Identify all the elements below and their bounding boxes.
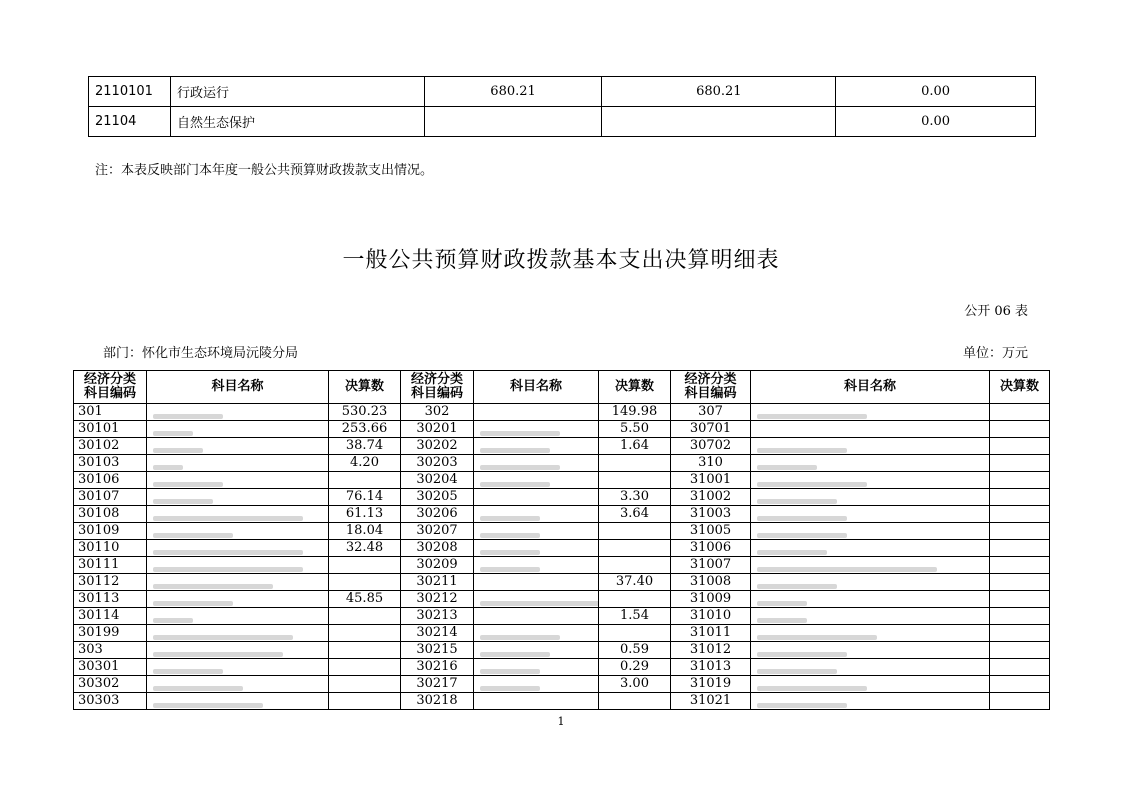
top-table-row xyxy=(89,77,1036,107)
amount-cell-3 xyxy=(990,421,1050,438)
name-cell-1 xyxy=(147,455,329,472)
name-cell-2 xyxy=(474,421,599,438)
table-row xyxy=(74,676,1050,693)
table-row xyxy=(74,557,1050,574)
faded-name-text xyxy=(153,465,183,470)
amount-cell-3 xyxy=(990,693,1050,710)
code-cell-3: 31013 xyxy=(671,659,751,676)
name-cell-2 xyxy=(474,557,599,574)
name-cell-2 xyxy=(474,489,599,506)
faded-name-text xyxy=(480,567,540,572)
faded-name-text xyxy=(153,635,293,640)
name-cell-2 xyxy=(474,693,599,710)
faded-name-text xyxy=(153,533,233,538)
name-cell-2 xyxy=(474,540,599,557)
name-cell-3 xyxy=(751,506,990,523)
table-note: 注：本表反映部门本年度一般公共预算财政拨款支出情况。 xyxy=(95,163,434,178)
code-cell-3: 307 xyxy=(671,404,751,421)
name-cell-3 xyxy=(751,523,990,540)
name-cell-3 xyxy=(751,472,990,489)
form-number: 公开 06 表 xyxy=(964,304,1028,319)
name-cell-2 xyxy=(474,591,599,608)
code-cell-3: 31021 xyxy=(671,693,751,710)
faded-name-text xyxy=(153,499,213,504)
faded-name-text xyxy=(153,601,233,606)
amount-cell-2: 149.98 xyxy=(599,404,671,421)
code-cell-1: 30109 xyxy=(74,523,147,540)
name-cell-1 xyxy=(147,659,329,676)
name-cell-3 xyxy=(751,625,990,642)
name-cell-2 xyxy=(474,608,599,625)
amount-cell-2 xyxy=(599,472,671,489)
name-cell-3 xyxy=(751,574,990,591)
table-row xyxy=(74,506,1050,523)
amount-cell-1 xyxy=(329,693,401,710)
name-cell-1 xyxy=(147,574,329,591)
code-cell-2: 30211 xyxy=(401,574,474,591)
amount-cell-2: 3.30 xyxy=(599,489,671,506)
header-amount-3: 决算数 xyxy=(990,371,1050,404)
top-fragment-table xyxy=(88,76,1036,137)
code-cell-3: 31010 xyxy=(671,608,751,625)
amount-cell-1 xyxy=(329,608,401,625)
faded-name-text xyxy=(153,703,263,708)
amount-cell-3 xyxy=(990,574,1050,591)
faded-name-text xyxy=(757,516,847,521)
header-name-1: 科目名称 xyxy=(147,371,329,404)
top-fragment-body xyxy=(89,77,1036,137)
amount-cell-1 xyxy=(329,659,401,676)
name-cell-3 xyxy=(751,540,990,557)
name-cell-1 xyxy=(147,693,329,710)
amount-cell-3 xyxy=(990,523,1050,540)
table-row xyxy=(74,421,1050,438)
table-row xyxy=(74,489,1050,506)
faded-name-text xyxy=(480,533,540,538)
faded-name-text xyxy=(153,618,193,623)
code-cell-1: 30106 xyxy=(74,472,147,489)
faded-name-text xyxy=(153,669,223,674)
faded-name-text xyxy=(480,652,550,657)
amount-cell-2 xyxy=(599,540,671,557)
header-code-3: 经济分类 科目编码 xyxy=(671,371,751,404)
header-amount-2: 决算数 xyxy=(599,371,671,404)
faded-name-text xyxy=(757,703,847,708)
faded-name-text xyxy=(757,686,867,691)
faded-name-text xyxy=(480,431,560,436)
code-cell-2: 30216 xyxy=(401,659,474,676)
code-cell-2: 30218 xyxy=(401,693,474,710)
faded-name-text xyxy=(153,567,303,572)
name-cell-3 xyxy=(751,489,990,506)
amount-cell-1: 530.23 xyxy=(329,404,401,421)
faded-name-text xyxy=(757,414,867,419)
table-row xyxy=(74,591,1050,608)
faded-name-text xyxy=(757,499,837,504)
name-cell-3 xyxy=(751,591,990,608)
code-cell-1: 30112 xyxy=(74,574,147,591)
name-cell-2 xyxy=(474,506,599,523)
code-cell-3: 31002 xyxy=(671,489,751,506)
name-cell-2 xyxy=(474,659,599,676)
amount-cell-1: 32.48 xyxy=(329,540,401,557)
code-cell-2: 30217 xyxy=(401,676,474,693)
code-cell-2: 30212 xyxy=(401,591,474,608)
code-cell-1: 30111 xyxy=(74,557,147,574)
name-cell-2 xyxy=(474,676,599,693)
table-row xyxy=(74,693,1050,710)
amount-cell-3 xyxy=(990,489,1050,506)
code-cell-1: 303 xyxy=(74,642,147,659)
detail-table-body xyxy=(74,404,1050,710)
code-cell-2: 30213 xyxy=(401,608,474,625)
row-name: 行政运行 xyxy=(170,77,424,107)
table-row xyxy=(74,404,1050,421)
row-value-b: 680.21 xyxy=(602,77,836,107)
amount-cell-2 xyxy=(599,557,671,574)
name-cell-2 xyxy=(474,404,599,421)
amount-cell-2: 37.40 xyxy=(599,574,671,591)
amount-cell-2: 1.54 xyxy=(599,608,671,625)
faded-name-text xyxy=(480,482,550,487)
faded-name-text xyxy=(757,669,837,674)
amount-cell-3 xyxy=(990,642,1050,659)
name-cell-3 xyxy=(751,693,990,710)
amount-cell-2: 3.64 xyxy=(599,506,671,523)
code-cell-2: 30207 xyxy=(401,523,474,540)
amount-cell-1: 18.04 xyxy=(329,523,401,540)
table-row xyxy=(74,608,1050,625)
code-cell-2: 30201 xyxy=(401,421,474,438)
name-cell-3 xyxy=(751,557,990,574)
code-cell-1: 30108 xyxy=(74,506,147,523)
name-cell-2 xyxy=(474,455,599,472)
faded-name-text xyxy=(757,601,807,606)
code-cell-3: 310 xyxy=(671,455,751,472)
name-cell-1 xyxy=(147,489,329,506)
faded-name-text xyxy=(480,601,599,606)
amount-cell-3 xyxy=(990,472,1050,489)
code-cell-3: 31006 xyxy=(671,540,751,557)
amount-cell-2: 1.64 xyxy=(599,438,671,455)
code-cell-2: 30208 xyxy=(401,540,474,557)
faded-name-text xyxy=(153,686,243,691)
name-cell-1 xyxy=(147,404,329,421)
name-cell-3 xyxy=(751,438,990,455)
table-row xyxy=(74,625,1050,642)
amount-cell-1 xyxy=(329,574,401,591)
name-cell-3 xyxy=(751,421,990,438)
code-cell-2: 30214 xyxy=(401,625,474,642)
code-cell-1: 30301 xyxy=(74,659,147,676)
faded-name-text xyxy=(153,516,303,521)
table-row xyxy=(74,523,1050,540)
name-cell-1 xyxy=(147,676,329,693)
amount-cell-3 xyxy=(990,540,1050,557)
amount-cell-2 xyxy=(599,591,671,608)
faded-name-text xyxy=(480,465,560,470)
name-cell-1 xyxy=(147,438,329,455)
name-cell-2 xyxy=(474,523,599,540)
faded-name-text xyxy=(153,550,303,555)
name-cell-3 xyxy=(751,642,990,659)
faded-name-text xyxy=(757,465,817,470)
table-row xyxy=(74,455,1050,472)
row-code: 21104 xyxy=(89,107,171,137)
faded-name-text xyxy=(757,635,877,640)
row-value-a: 680.21 xyxy=(424,77,602,107)
faded-name-text xyxy=(153,431,193,436)
name-cell-2 xyxy=(474,642,599,659)
name-cell-1 xyxy=(147,472,329,489)
page-title: 一般公共预算财政拨款基本支出决算明细表 xyxy=(342,248,780,273)
page-number: 1 xyxy=(557,715,565,728)
header-code-1: 经济分类 科目编码 xyxy=(74,371,147,404)
faded-name-text xyxy=(757,533,847,538)
amount-cell-2 xyxy=(599,523,671,540)
table-row xyxy=(74,642,1050,659)
name-cell-1 xyxy=(147,591,329,608)
name-cell-1 xyxy=(147,557,329,574)
faded-name-text xyxy=(153,414,223,419)
code-cell-3: 31001 xyxy=(671,472,751,489)
amount-cell-3 xyxy=(990,591,1050,608)
name-cell-2 xyxy=(474,438,599,455)
amount-cell-1 xyxy=(329,472,401,489)
header-name-3: 科目名称 xyxy=(751,371,990,404)
amount-cell-3 xyxy=(990,676,1050,693)
row-value-b xyxy=(602,107,836,137)
amount-cell-2: 0.59 xyxy=(599,642,671,659)
detail-table xyxy=(73,370,1050,710)
faded-name-text xyxy=(153,652,283,657)
table-row xyxy=(74,472,1050,489)
amount-cell-1: 76.14 xyxy=(329,489,401,506)
code-cell-1: 301 xyxy=(74,404,147,421)
amount-cell-3 xyxy=(990,608,1050,625)
amount-cell-1: 61.13 xyxy=(329,506,401,523)
name-cell-1 xyxy=(147,608,329,625)
amount-cell-3 xyxy=(990,659,1050,676)
unit-label: 单位：万元 xyxy=(962,346,1028,361)
code-cell-1: 30101 xyxy=(74,421,147,438)
name-cell-1 xyxy=(147,421,329,438)
code-cell-1: 30113 xyxy=(74,591,147,608)
code-cell-3: 31005 xyxy=(671,523,751,540)
code-cell-2: 302 xyxy=(401,404,474,421)
code-cell-1: 30199 xyxy=(74,625,147,642)
amount-cell-2: 5.50 xyxy=(599,421,671,438)
code-cell-3: 31007 xyxy=(671,557,751,574)
amount-cell-1: 253.66 xyxy=(329,421,401,438)
name-cell-3 xyxy=(751,659,990,676)
header-row xyxy=(74,371,1050,404)
faded-name-text xyxy=(757,448,847,453)
name-cell-3 xyxy=(751,455,990,472)
amount-cell-2 xyxy=(599,693,671,710)
amount-cell-1: 4.20 xyxy=(329,455,401,472)
amount-cell-1: 45.85 xyxy=(329,591,401,608)
faded-name-text xyxy=(480,448,550,453)
name-cell-1 xyxy=(147,540,329,557)
amount-cell-1 xyxy=(329,642,401,659)
code-cell-2: 30204 xyxy=(401,472,474,489)
code-cell-3: 31008 xyxy=(671,574,751,591)
faded-name-text xyxy=(757,482,867,487)
amount-cell-3 xyxy=(990,625,1050,642)
amount-cell-1 xyxy=(329,625,401,642)
faded-name-text xyxy=(480,550,540,555)
amount-cell-2 xyxy=(599,625,671,642)
code-cell-1: 30103 xyxy=(74,455,147,472)
faded-name-text xyxy=(757,618,807,623)
faded-name-text xyxy=(757,584,837,589)
name-cell-2 xyxy=(474,472,599,489)
faded-name-text xyxy=(480,516,540,521)
top-table-row xyxy=(89,107,1036,137)
code-cell-2: 30202 xyxy=(401,438,474,455)
name-cell-1 xyxy=(147,625,329,642)
header-name-2: 科目名称 xyxy=(474,371,599,404)
amount-cell-2: 0.29 xyxy=(599,659,671,676)
amount-cell-3 xyxy=(990,557,1050,574)
header-code-2: 经济分类 科目编码 xyxy=(401,371,474,404)
faded-name-text xyxy=(480,669,540,674)
name-cell-3 xyxy=(751,676,990,693)
code-cell-2: 30205 xyxy=(401,489,474,506)
code-cell-1: 30110 xyxy=(74,540,147,557)
table-row xyxy=(74,438,1050,455)
table-row xyxy=(74,540,1050,557)
faded-name-text xyxy=(757,567,937,572)
faded-name-text xyxy=(153,448,203,453)
faded-name-text xyxy=(153,482,223,487)
name-cell-3 xyxy=(751,404,990,421)
code-cell-2: 30206 xyxy=(401,506,474,523)
name-cell-1 xyxy=(147,642,329,659)
name-cell-2 xyxy=(474,574,599,591)
row-value-c: 0.00 xyxy=(836,107,1036,137)
table-row xyxy=(74,574,1050,591)
faded-name-text xyxy=(757,550,827,555)
row-value-c: 0.00 xyxy=(836,77,1036,107)
row-value-a xyxy=(424,107,602,137)
code-cell-3: 31003 xyxy=(671,506,751,523)
amount-cell-1 xyxy=(329,557,401,574)
amount-cell-3 xyxy=(990,455,1050,472)
header-amount-1: 决算数 xyxy=(329,371,401,404)
code-cell-3: 31012 xyxy=(671,642,751,659)
row-code: 2110101 xyxy=(89,77,171,107)
amount-cell-1 xyxy=(329,676,401,693)
amount-cell-2 xyxy=(599,455,671,472)
name-cell-1 xyxy=(147,523,329,540)
code-cell-2: 30209 xyxy=(401,557,474,574)
code-cell-3: 31011 xyxy=(671,625,751,642)
table-row xyxy=(74,659,1050,676)
amount-cell-2: 3.00 xyxy=(599,676,671,693)
amount-cell-3 xyxy=(990,506,1050,523)
code-cell-3: 30702 xyxy=(671,438,751,455)
code-cell-1: 30302 xyxy=(74,676,147,693)
amount-cell-3 xyxy=(990,438,1050,455)
code-cell-1: 30107 xyxy=(74,489,147,506)
name-cell-2 xyxy=(474,625,599,642)
name-cell-1 xyxy=(147,506,329,523)
code-cell-1: 30303 xyxy=(74,693,147,710)
code-cell-3: 31019 xyxy=(671,676,751,693)
code-cell-3: 30701 xyxy=(671,421,751,438)
code-cell-1: 30102 xyxy=(74,438,147,455)
code-cell-3: 31009 xyxy=(671,591,751,608)
department-label: 部门：怀化市生态环境局沅陵分局 xyxy=(103,346,299,361)
code-cell-2: 30203 xyxy=(401,455,474,472)
amount-cell-1: 38.74 xyxy=(329,438,401,455)
faded-name-text xyxy=(757,652,847,657)
name-cell-3 xyxy=(751,608,990,625)
row-name: 自然生态保护 xyxy=(170,107,424,137)
code-cell-2: 30215 xyxy=(401,642,474,659)
faded-name-text xyxy=(153,584,273,589)
code-cell-1: 30114 xyxy=(74,608,147,625)
faded-name-text xyxy=(480,635,560,640)
amount-cell-3 xyxy=(990,404,1050,421)
faded-name-text xyxy=(480,686,540,691)
